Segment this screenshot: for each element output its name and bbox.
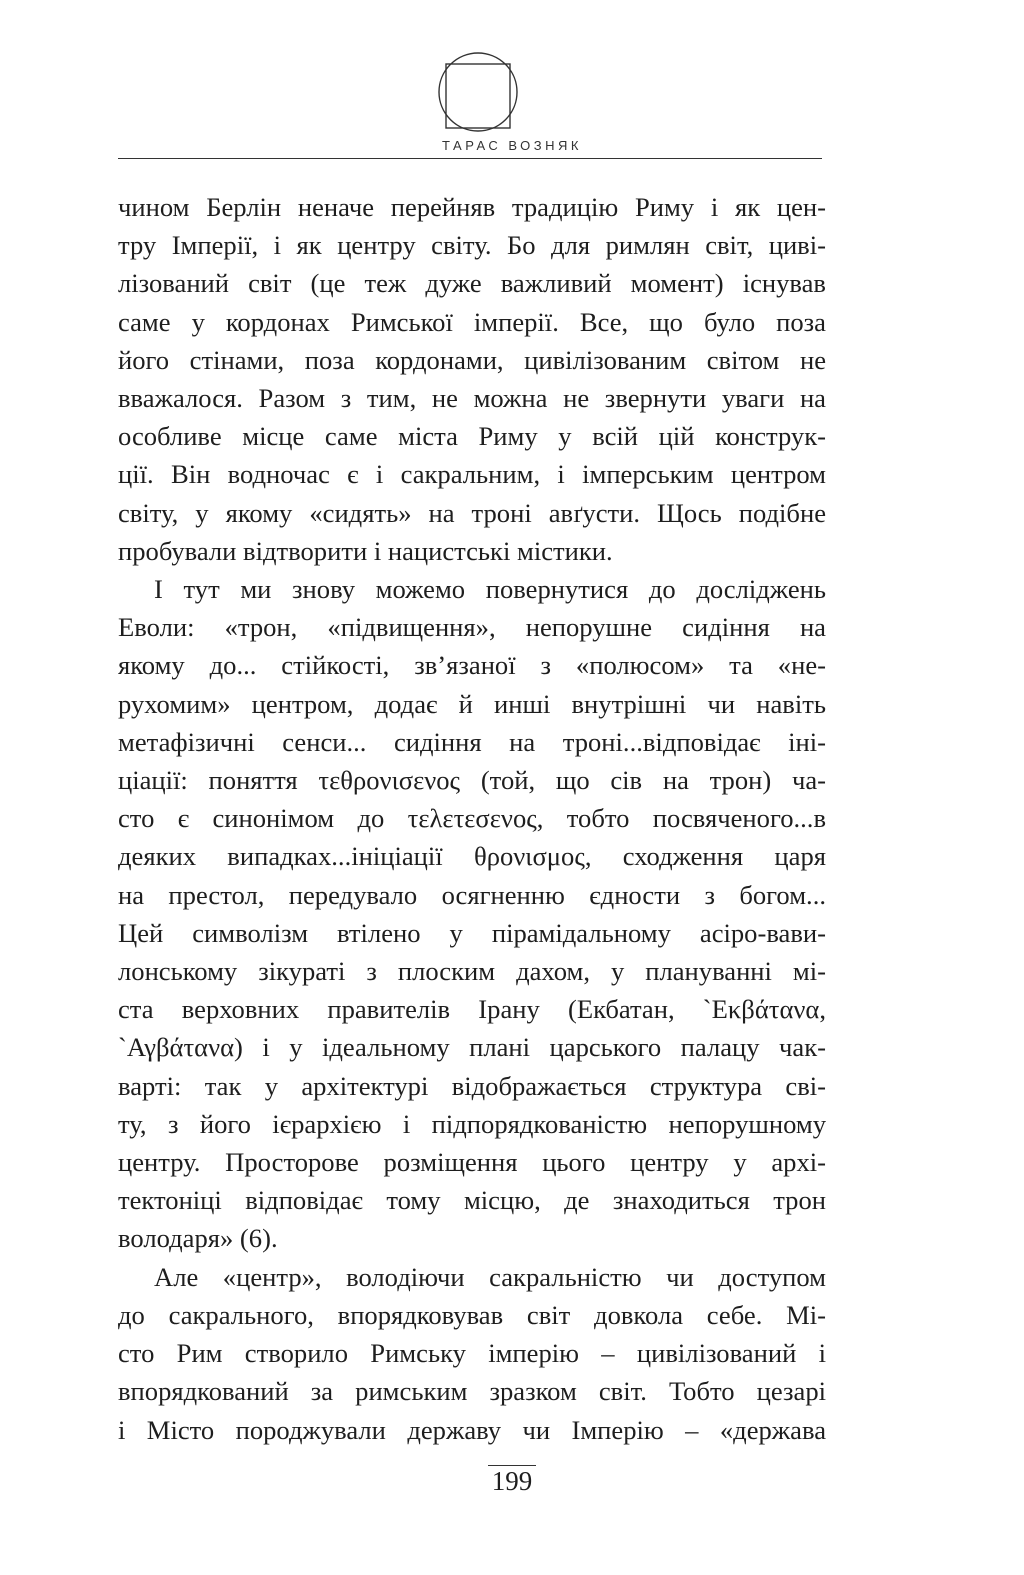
text-line: варті: так у архітектурі відображається структура сві- bbox=[118, 1070, 826, 1101]
text-line: світу, у якому «сидять» на троні авґусти. Щось подібне bbox=[118, 497, 826, 528]
text-line: пробували відтворити і нацистські містики. bbox=[118, 535, 613, 566]
header-rule bbox=[118, 158, 822, 159]
text-line: його стінами, поза кордонами, цивілізованим світом не bbox=[118, 344, 826, 375]
body-text bbox=[118, 188, 826, 1449]
text-line: центру. Просторове розміщення цього центру у архі- bbox=[118, 1147, 826, 1178]
text-line: ту, з його ієрархією і підпорядкованістю непорушному bbox=[118, 1108, 826, 1139]
text-line: володаря» (6). bbox=[118, 1223, 278, 1254]
text-line: рухомим» центром, додає й инші внутрішні чи навіть bbox=[118, 688, 826, 719]
text-line: сто Рим створило Римську імперію – цивілізований і bbox=[118, 1338, 826, 1369]
text-line: Але «центр», володіючи сакральністю чи доступом bbox=[154, 1261, 826, 1292]
running-head: ТАРАС ВОЗНЯК bbox=[442, 138, 582, 153]
text-line: і Місто породжували державу чи Імперію – «держава bbox=[118, 1414, 826, 1445]
text-line: вважалося. Разом з тим, не можна не звернути уваги на bbox=[118, 383, 826, 414]
text-line: Цей символізм втілено у пірамідальному асіро-вави- bbox=[118, 917, 826, 948]
text-line: лізований світ (це теж дуже важливий момент) існував bbox=[118, 268, 826, 299]
text-line: І тут ми знову можемо повернутися до досліджень bbox=[154, 574, 826, 605]
text-line: чином Берлін неначе перейняв традицію Риму і як цен- bbox=[118, 192, 826, 222]
page-number-label: 199 bbox=[488, 1465, 537, 1496]
text-line: `Αγβάτανα) і у ідеальному плані царського палацу чак- bbox=[118, 1032, 826, 1063]
text-line: тектоніці відповідає тому місцю, де знаходиться трон bbox=[118, 1185, 826, 1216]
text-line: якому до... стійкості, зв’язаної з «полюсом» та «не- bbox=[118, 650, 826, 681]
text-line: деяких випадках...ініціації θρονισμος, сходження царя bbox=[118, 841, 826, 872]
text-line: Еволи: «трон, «підвищення», непорушне сидіння на bbox=[118, 612, 826, 643]
text-line: метафізичні сенси... сидіння на троні...відповідає іні- bbox=[118, 726, 826, 757]
circle-square-logo-icon bbox=[437, 51, 519, 133]
text-line: сто є синонімом до τελετεσενος, тобто посвяченого...в bbox=[118, 803, 826, 834]
text-line: до сакрального, впорядковував світ довкола себе. Мі- bbox=[118, 1299, 826, 1330]
text-line: ста верховних правителів Ірану (Екбатан, `Εκβάτανα, bbox=[118, 994, 826, 1025]
text-line: ції. Він водночас є і сакральним, і імперським центром bbox=[118, 459, 826, 490]
text-line: на престол, передувало осягненню єдности з богом... bbox=[118, 879, 826, 910]
text-line: впорядкований за римським зразком світ. Тобто цезарі bbox=[118, 1376, 826, 1407]
text-line: тру Імперії, і як центру світу. Бо для римлян світ, циві- bbox=[118, 230, 826, 261]
text-line: ціації: поняття τεθρονισενος (той, що сів на трон) ча- bbox=[118, 765, 826, 796]
page-number bbox=[0, 1466, 1024, 1497]
text-line: особливе місце саме міста Риму у всій цій конструк- bbox=[118, 421, 826, 452]
text-line: лонському зікураті з плоским дахом, у плануванні мі- bbox=[118, 956, 826, 987]
text-line: саме у кордонах Римської імперії. Все, що було поза bbox=[118, 306, 826, 337]
